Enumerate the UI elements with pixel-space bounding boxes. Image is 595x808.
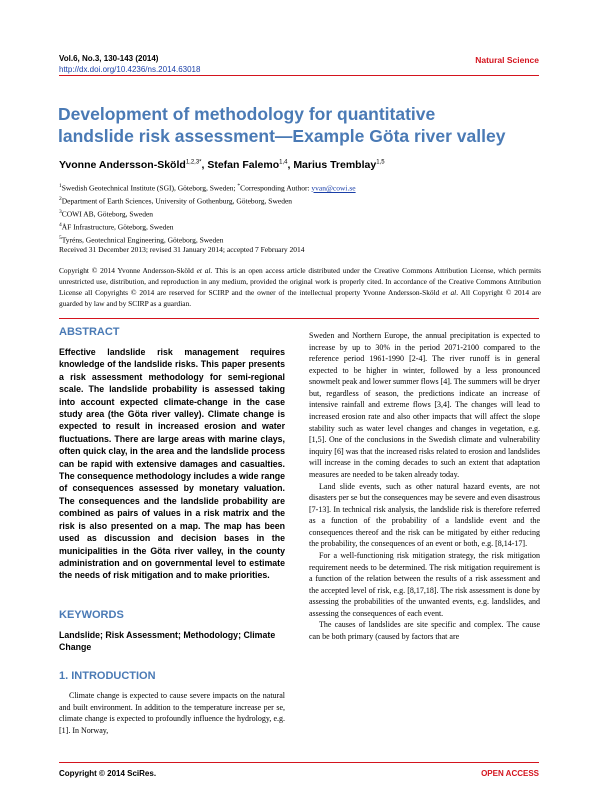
- corresponding-email-link[interactable]: yvan@cowi.se: [311, 183, 356, 193]
- author-name: Yvonne Andersson-Sköld: [59, 159, 186, 171]
- author-separator: ,: [201, 159, 208, 171]
- corresponding-marker: *: [237, 183, 241, 189]
- body-paragraph: Land slide events, such as other natural hazard events, are not disasters per se but the consequences may be severe and even disastrous [7-13]. In technical risk analysis, the landslide risk is therefore referred as a function of the probability of a landslide event and the consequences thereof and the risk can be mitigated by either reducing the probability, the consequences of an event or both, e.g. [8,14-17].: [309, 481, 540, 549]
- affiliation-number: 5: [59, 235, 62, 242]
- author-affiliation-marker: 1,2,3*: [185, 159, 202, 166]
- affiliation-item: [59, 194, 539, 207]
- section-rule: [59, 318, 539, 319]
- doi-link[interactable]: http://dx.doi.org/10.4236/ns.2014.63018: [59, 65, 201, 74]
- affiliation-number: 2: [59, 196, 62, 203]
- author-separator: ,: [287, 159, 294, 171]
- affiliation-text: Tyréns, Geotechnical Engineering, Göteborg, Sweden: [61, 235, 224, 245]
- author-affiliation-marker: 1,4: [279, 159, 288, 166]
- received-dates: Received 31 December 2013; revised 31 January 2014; accepted 7 February 2014: [59, 245, 305, 254]
- keywords-text: Landslide; Risk Assessment; Methodology; Climate Change: [59, 630, 276, 653]
- introduction-heading: 1. INTRODUCTION: [59, 670, 156, 682]
- paper-title-line: Development of methodology for quantitative: [58, 104, 436, 124]
- header-rule: [59, 75, 539, 76]
- introduction-paragraph: Climate change is expected to cause severe impacts on the natural and built environment. In addition to the temperature increase per se, climate change is expected to profoundly influence the hydrology, e.g. [1]. In Norway,: [59, 691, 285, 735]
- introduction-text: [59, 690, 285, 736]
- copyright-notice: [59, 265, 541, 309]
- body-paragraph: The causes of landslides are site specific and complex. The cause can be both primary (caused by factors that are: [309, 620, 540, 642]
- journal-header: [59, 53, 200, 75]
- affiliation-number: 4: [59, 222, 62, 229]
- affiliation-item: [59, 181, 539, 194]
- paper-title-line: landslide risk assessment—Example Göta river valley: [58, 126, 506, 146]
- affiliation-text: COWI AB, Göteborg, Sweden: [61, 209, 154, 219]
- journal-volume: Vol.6, No.3, 130-143 (2014): [59, 54, 159, 63]
- affiliation-item: [59, 220, 539, 233]
- copyright-etal: et al: [442, 288, 457, 297]
- author-affiliation-marker: 1,5: [376, 159, 385, 166]
- open-access-label: OPEN ACCESS: [481, 769, 539, 778]
- author-list: [59, 159, 385, 171]
- affiliation-text: Swedish Geotechnical Institute (SGI), Göteborg, Sweden;: [61, 183, 238, 193]
- copyright-text: Copyright © 2014 Yvonne Andersson-Sköld: [59, 266, 197, 275]
- body-paragraph: Sweden and Northern Europe, the annual precipitation is expected to increase by up to 30% in the period 2071-2100 compared to the reference period 1961-1990 [2-4]. The river runoff is in general expected to be higher in winter, followed by a less pronounced snowmelt peak and lower summer flows [4]. The summers will be dryer but, regardless of season, the predictions indicate an increase of intensive rainfall and extreme flows [3,4]. The changes will lead to increased erosion rate and also other impacts that will affect the slope stability such as water level changes and changes in vegetation, e.g. [1,5]. One of the conclusions in the Swedish climate and vulnerability inquiry [6] was that the increased risks related to erosion and landslides will increase in the coming decades to such an extent that adaptation measures are needed to be taken already today.: [309, 331, 540, 479]
- copyright-text: . All Copyright © 2014 are guarded by law and by SCIRP as a guardian.: [59, 288, 541, 308]
- author-name: Stefan Falemo: [207, 159, 280, 171]
- affiliation-item: [59, 207, 539, 220]
- abstract-heading: ABSTRACT: [59, 326, 120, 338]
- copyright-text: This is an open access article distributed under the Creative Commons Attribution License, which permits unrestricted use, distribution, and reproduction in any medium, provided the original work is properly cited. In accordance of the Creative Commons Attribution License all Copyrights © 2014 are reserved for SCIRP and the owner of the intellectual property Yvonne Andersson-Sköld: [59, 266, 541, 297]
- affiliation-text: Department of Earth Sciences, University of Gothenburg, Göteborg, Sweden: [61, 196, 293, 206]
- affiliation-list: [59, 181, 539, 246]
- footer-copyright: Copyright © 2014 SciRes.: [59, 769, 157, 778]
- copyright-etal: et al.: [196, 266, 213, 275]
- corresponding-label: Corresponding Author:: [240, 183, 312, 193]
- right-column-text: [309, 330, 540, 643]
- affiliation-number: 1: [59, 183, 62, 189]
- affiliation-text: ÅF Infrastructure, Göteborg, Sweden: [61, 222, 174, 232]
- affiliation-number: 3: [59, 209, 62, 216]
- body-paragraph: For a well-functioning risk mitigation strategy, the risk mitigation requirement needs to be determined. The risk mitigation requirement is a function of the relation between the results of a risk assessment and the accepted level of risk, e.g. [8,17,18]. The risk assessment is done by assessing the probabilities of the unwanted events, e.g. landslides, and assessing the consequences of each event.: [309, 550, 540, 618]
- author-name: Marius Tremblay: [293, 159, 377, 171]
- keywords-heading: KEYWORDS: [59, 609, 124, 621]
- footer-rule: [59, 762, 539, 763]
- abstract-text: Effective landslide risk management requires knowledge of the landslide risks. This paper presents a risk assessment methodology for semi-regional scale. The landslide probability is assessed taking into account expected climate-change in the case study area (the Göta river valley). Climate change is expected to result in increased erosion and water fluctuations. There are large areas with marine clays, often quick clay, in the area and the landslide process can be rapid with extensive damages and casualties. The consequence methodology includes a wide range of consequences assessed by monetary valuation. The consequences and the landslide probability are combined as pairs of values in a risk matrix and the risk is also presented on a map. The map has been used as discussion and decision bases in the municipalities in the Göta river valley, in the county administration and on governmental level to estimate the needs of risk mitigation and to make priorities.: [59, 347, 285, 581]
- paper-title: [58, 103, 548, 147]
- journal-name: Natural Science: [475, 55, 539, 65]
